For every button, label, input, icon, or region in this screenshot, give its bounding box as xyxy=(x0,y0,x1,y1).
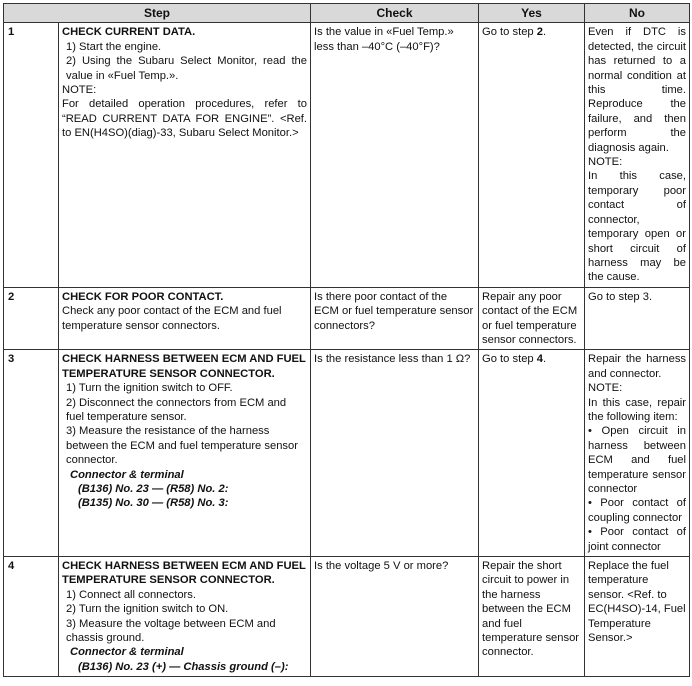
connector-terminal-item: (B136) No. 23 — (R58) No. 2: xyxy=(78,483,229,495)
step-title: CHECK CURRENT DATA. xyxy=(62,26,196,39)
no-cell xyxy=(585,350,690,557)
no-text: Repair the harness and connector. xyxy=(588,353,687,380)
yes-step-link: 4 xyxy=(536,353,543,366)
connector-terminal-label: Connector & terminal xyxy=(70,646,184,659)
diagnosis-table xyxy=(3,3,690,677)
step-line: 2) Using the Subaru Select Monitor, read the value in «Fuel Temp.». xyxy=(66,55,308,82)
step-line: 1) Turn the ignition switch to OFF. xyxy=(66,382,233,395)
step-text: Check any poor contact of the ECM and fuel temperature sensor connectors. xyxy=(62,305,282,332)
step-title: CHECK FOR POOR CONTACT. xyxy=(62,290,224,303)
step-number: 1 xyxy=(4,23,59,287)
no-note-label: NOTE: xyxy=(588,382,623,395)
step-number: 4 xyxy=(4,557,59,677)
yes-cell: Repair any poor contact of the ECM or fuel temperature sensor connectors. xyxy=(479,287,585,350)
no-note-label: NOTE: xyxy=(588,156,623,169)
step-line: 2) Turn the ignition switch to ON. xyxy=(66,603,229,616)
yes-step-link: 2 xyxy=(536,26,543,39)
no-cell xyxy=(585,23,690,287)
yes-cell: Repair the short circuit to power in the harness between the ECM and fuel temperature sensor connector. xyxy=(479,557,585,677)
no-cell: Replace the fuel temperature sensor. <Ref. to EC(H4SO)-14, Fuel Temperature Sensor.> xyxy=(585,557,690,677)
check-cell: Is the resistance less than 1 Ω? xyxy=(311,350,479,557)
step-line: 1) Connect all connectors. xyxy=(66,588,196,601)
connector-terminal-item: (B135) No. 30 — (R58) No. 3: xyxy=(78,497,229,510)
yes-suffix: . xyxy=(542,353,547,366)
no-item: • Poor contact of coupling connector xyxy=(588,497,687,524)
no-cell: Go to step 3. xyxy=(585,287,690,350)
connector-terminal-item: (B136) No. 23 (+) — Chassis ground (–): xyxy=(78,660,289,673)
header-no: No xyxy=(585,4,690,23)
note-label: NOTE: xyxy=(62,84,97,97)
table-row xyxy=(4,557,690,677)
header-step: Step xyxy=(4,4,311,23)
note-text: For detailed operation procedures, refer to “READ CURRENT DATA FOR ENGINE”. <Ref. to EN(H4SO)(diag)-33, Subaru Select Monitor.> xyxy=(62,98,308,140)
header-check: Check xyxy=(311,4,479,23)
yes-cell xyxy=(479,350,585,557)
no-text: Even if DTC is detected, the circuit has returned to a normal condition at this time. Reproduce the failure, and then perform the diagnosis again. xyxy=(588,26,687,154)
step-cell xyxy=(59,557,311,677)
table-row xyxy=(4,350,690,557)
no-note: In this case, repair the following item: xyxy=(588,396,687,423)
step-cell xyxy=(59,287,311,350)
header-yes: Yes xyxy=(479,4,585,23)
table-row xyxy=(4,23,690,287)
step-line: 3) Measure the resistance of the harness between the ECM and fuel temperature sensor connector. xyxy=(66,425,298,467)
connector-terminal-label: Connector & terminal xyxy=(70,468,184,481)
check-cell: Is the voltage 5 V or more? xyxy=(311,557,479,677)
step-line: 3) Measure the voltage between ECM and chassis ground. xyxy=(66,617,276,645)
yes-cell xyxy=(479,23,585,287)
check-cell: Is the value in «Fuel Temp.» less than –40°C (–40°F)? xyxy=(311,23,479,287)
step-number: 2 xyxy=(4,287,59,350)
no-item: • Open circuit in harness between ECM and fuel temperature sensor connector xyxy=(588,425,687,495)
yes-suffix: . xyxy=(542,26,547,39)
yes-prefix: Go to step xyxy=(482,26,537,39)
check-cell: Is there poor contact of the ECM or fuel temperature sensor connectors? xyxy=(311,287,479,350)
step-cell xyxy=(59,350,311,557)
step-number: 3 xyxy=(4,350,59,557)
step-title: CHECK HARNESS BETWEEN ECM AND FUEL TEMPERATURE SENSOR CONNECTOR. xyxy=(62,353,306,380)
no-item: • Poor contact of joint connector xyxy=(588,526,687,553)
no-note: In this case, temporary poor contact of connector, temporary open or short circuit of harness may be the cause. xyxy=(588,170,687,284)
table-row xyxy=(4,287,690,350)
step-line: 1) Start the engine. xyxy=(66,40,162,53)
table-header-row xyxy=(4,4,690,23)
step-line: 2) Disconnect the connectors from ECM and fuel temperature sensor. xyxy=(66,396,287,423)
step-title: CHECK HARNESS BETWEEN ECM AND FUEL TEMPERATURE SENSOR CONNECTOR. xyxy=(62,560,306,587)
step-cell xyxy=(59,23,311,287)
yes-prefix: Go to step xyxy=(482,353,537,366)
